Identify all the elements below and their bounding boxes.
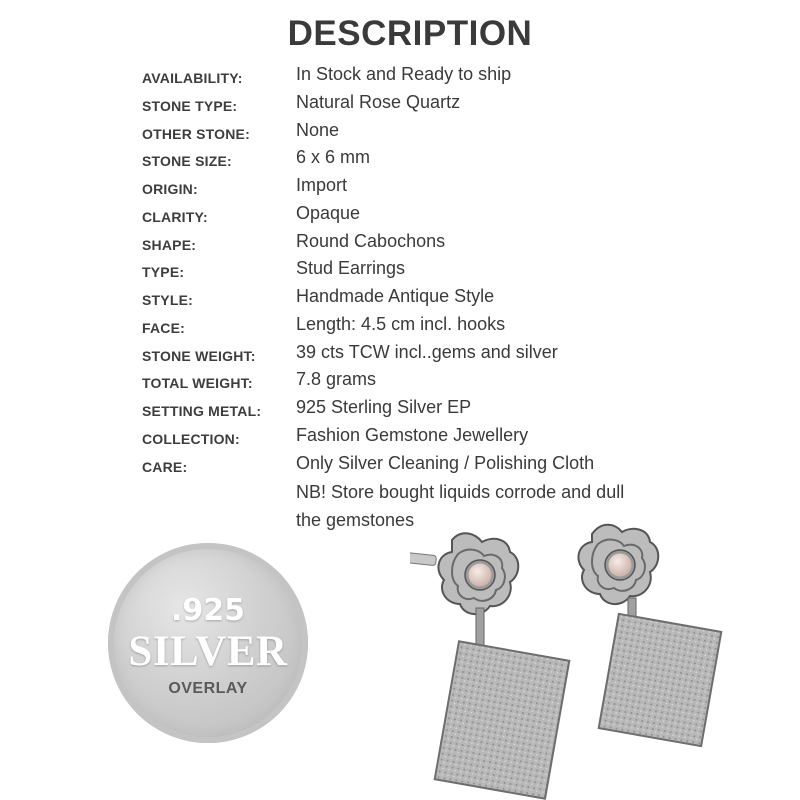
spec-label: STONE TYPE:	[142, 97, 238, 114]
spec-label: CLARITY:	[142, 208, 208, 225]
page-title: DESCRIPTION	[287, 14, 533, 53]
spec-value: Only Silver Cleaning / Polishing Cloth	[296, 452, 595, 473]
spec-label: STONE WEIGHT:	[142, 347, 256, 364]
earrings-image	[410, 510, 740, 800]
spec-value: 39 cts TCW incl..gems and silver	[296, 341, 558, 362]
spec-row-availability	[142, 64, 742, 92]
spec-value: 6 x 6 mm	[296, 147, 371, 168]
spec-value: Stud Earrings	[296, 258, 406, 279]
spec-value: Natural Rose Quartz	[296, 91, 461, 112]
spec-row-setting-metal	[142, 397, 742, 425]
spec-label: COLLECTION:	[142, 430, 240, 447]
spec-value: 7.8 grams	[296, 369, 377, 390]
spec-label: SETTING METAL:	[142, 403, 262, 419]
spec-label: SHAPE:	[142, 236, 197, 253]
badge-purity: .925	[170, 593, 246, 628]
spec-row-shape	[142, 231, 742, 259]
silver-overlay-badge	[108, 543, 308, 743]
spec-row-clarity	[142, 203, 742, 231]
spec-label: ORIGIN:	[142, 181, 198, 197]
spec-row-collection	[142, 425, 742, 453]
spec-value: Handmade Antique Style	[296, 286, 495, 306]
spec-label: CARE:	[142, 458, 188, 475]
spec-value: Opaque	[296, 202, 361, 223]
spec-value: None	[296, 119, 340, 140]
spec-row-origin	[142, 175, 742, 203]
spec-value: 925 Sterling Silver EP	[296, 397, 472, 417]
badge-metal: SILVER	[128, 628, 288, 675]
left-earring	[410, 533, 569, 798]
spec-label: AVAILABILITY:	[142, 70, 243, 86]
spec-row-face	[142, 314, 742, 342]
care-note-line-2: the gemstones	[296, 510, 415, 530]
spec-value: Length: 4.5 cm incl. hooks	[296, 313, 506, 334]
spec-row-stone-size	[142, 147, 742, 175]
spec-row-care	[142, 453, 742, 481]
spec-row-total-weight	[142, 369, 742, 397]
spec-label: FACE:	[142, 319, 185, 336]
care-note-line-1: NB! Store bought liquids corrode and dull	[296, 482, 625, 502]
spec-value: Fashion Gemstone Jewellery	[296, 424, 529, 445]
right-earring	[578, 525, 721, 746]
spec-label: OTHER STONE:	[142, 125, 250, 142]
spec-row-stone-type	[142, 92, 742, 120]
spec-list	[142, 64, 742, 480]
spec-row-other-stone	[142, 120, 742, 148]
spec-value: Round Cabochons	[296, 230, 446, 251]
spec-label: TOTAL WEIGHT:	[142, 375, 253, 392]
spec-value: In Stock and Ready to ship	[296, 64, 512, 84]
spec-label: STYLE:	[142, 292, 193, 308]
spec-value: Import	[296, 175, 348, 195]
spec-label: STONE SIZE:	[142, 153, 232, 170]
spec-row-style	[142, 286, 742, 314]
badge-type: OVERLAY	[168, 680, 248, 697]
spec-row-type	[142, 258, 742, 286]
spec-label: TYPE:	[142, 264, 185, 281]
spec-row-stone-weight	[142, 342, 742, 370]
